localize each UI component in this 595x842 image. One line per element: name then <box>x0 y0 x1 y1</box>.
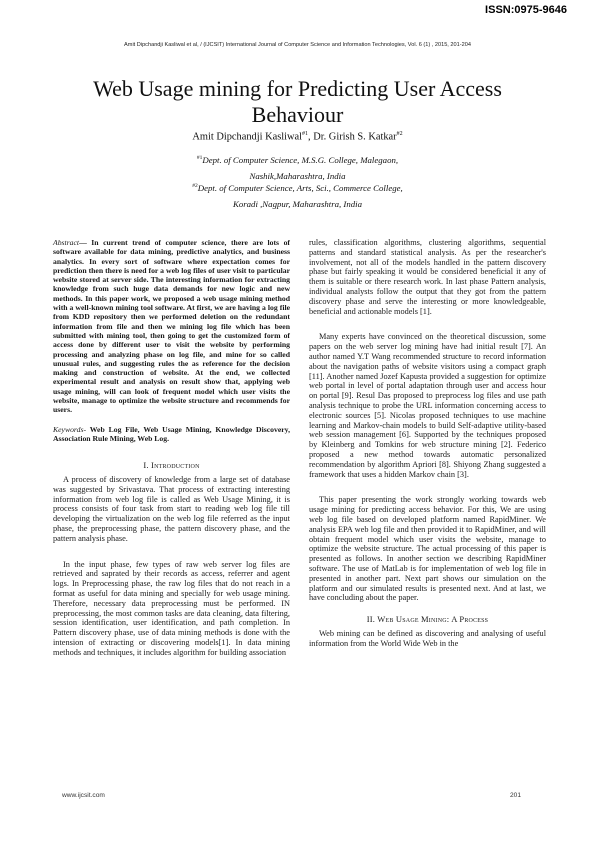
keywords-text: Web Log File, Web Usage Mining, Knowledge Discovery, Association Rule Mining, Web Log. <box>53 424 290 443</box>
author-2-mark: #2 <box>396 131 403 137</box>
affiliation-1-line-1: Dept. of Computer Science, M.S.G. College, Malegaon, <box>202 154 399 165</box>
author-1-mark: #1 <box>302 131 309 137</box>
intro-paragraph-3: rules, classification algorithms, clustering algorithms, sequential patterns and standard statistical analysis. As per the researcher's involvement, not all of the models handled in the pattern discovery phase but fairly speaking it would be considered beneficial it any of them is suitable or there research work. In last phase Pattern analysis, individual analysts follow the output that they got from the pattern discovery phase and serve the interesting or more knowledgeable, beneficial and actionable models [1]. <box>309 238 546 316</box>
section-heading-web-usage-mining: II. Web Usage Mining: A Process <box>366 614 489 625</box>
footer-page-number: 201 <box>510 792 522 799</box>
affiliation-2-line-2: Koradi ,Nagpur, Maharashtra, India <box>232 198 363 209</box>
author-2-name: , Dr. Girish S. Katkar <box>308 131 397 143</box>
affiliation-1 <box>40 153 555 182</box>
intro-paragraph-4: Many experts have convinced on the theoretical discussion, some papers on the web server log mining have had initial result [7]. An author named Y.T Wang recommended structure to record information about the navigation paths of website visitors using a compact graph [11]. Another named Jozef Kapusta provided a suggestion for optimize web portal in level of portal adaptation through user and access hour on portal [9]. Resul Das proposed to preprocess log files and use path analysis technique to probe the URL information concerning access to electronic sources [5]. Nicolas proposed techniques to use machine learning and Markov-chain models to build Self-adaptive utility-based web session management [6]. Supported by the techniques proposed by Kleinberg and Tomkins for web structure mining [2]. Federico proposed a new method towards automatic personalized recommendation by algorithm Apriori [8]. Shiyong Zhang suggested a framework that uses a hidden Markov chain [3]. <box>309 332 546 479</box>
intro-paragraph-2: In the input phase, few types of raw web server log files are retrieved and saprated by their records as access, referrer and agent logs. In Preprocessing phase, the raw log files that do not reach in a format as useful for data mining and specially for web usage mining. Therefore, necessary data preprocessing must be performed. IN preprocessing, the most common tasks are data cleaning, data filtering, session identification, user identification, and path completion. In Pattern discovery phase, use of data mining methods is done with the intension of extracting or discovering models[1]. In data mining methods and techniques, it includes algorithm for building association <box>53 559 290 657</box>
issn-label: ISSN:0975-9646 <box>485 4 567 16</box>
affiliation-2-line-1: Dept. of Computer Science, Arts, Sci., Commerce College, <box>197 182 403 193</box>
section2-paragraph-1: Web mining can be defined as discovering and analysing of useful information from the World Wide Web in the <box>309 628 546 648</box>
keywords <box>53 425 290 444</box>
paper-title <box>40 76 555 128</box>
intro-paragraph-5: This paper presenting the work strongly working towards web usage mining for predicting access behavior. For this, We are using web log file based on developed platform named RapidMiner. We analysis EPA web log file and then provided it to RapidMiner, and will obtain frequent model which user visits the website, manage to optimize the website structure. The actual processing of this paper is presented as follows. In another section we describing RapidMiner software. The use of MatLab is for implementation of web log file in presented in another part. Next part shows our simulation on the platform and our simulated results is presented next. And at last, we have concluding about the paper. <box>309 495 546 603</box>
author-list <box>40 131 555 142</box>
author-1-name: Amit Dipchandji Kasliwal <box>192 131 303 143</box>
abstract-text: — In current trend of computer science, there are lots of software available for data mining, predictive analytics, and business analytics. In every sort of software where expectation comes for prediction then there is need for a web log files of user visit to particular website stored at server side. The interesting information for extracting knowledge from such huge data demands for new logic and new methods. In this paper work, we proposed a web usage mining method with a well-known mining tool software. At first, we are having a log file from KDD repository then we performed deletion on the redundant information from file and then we mining log file which has been submitted with mining tool, then going to get the customized form of access done by different user to visit the website by performing processing and analyzing phase on log file, and mine for so called unusual rules, and suggesting rules the as reference for the decision making and construction of website. At the end, we collected experimental result and analysis on result show that, applying web usage mining, will can look of frequent model which user visits the website, manage to optimize the website structure and recommends for users. <box>53 238 290 415</box>
right-column <box>309 238 546 648</box>
running-head: Amit Dipchandji Kasliwal et al, / (IJCSIT) International Journal of Computer Science and Information Technologies, Vol. 6 (1) , 2015, 201-204 <box>124 42 471 48</box>
intro-paragraph-1: A process of discovery of knowledge from a large set of database was suggested by Srivastava. That process of extracting interesting information from web log file is called as Web Usage Mining, it is process consists of four task from start to reading web log file till developing the virtualization on the web log file referred as the input phase, the preprocessing phase, the pattern discovery phase, and the pattern analysis phase. <box>53 475 290 543</box>
abstract-label: Abstract <box>53 238 80 247</box>
footer-url: www.ijcsit.com <box>62 792 105 799</box>
abstract <box>53 238 290 415</box>
affiliation-2-mark: #2 <box>192 183 198 189</box>
affiliation-1-mark: #1 <box>196 155 203 161</box>
keywords-label: Keywords- <box>53 424 87 434</box>
left-column <box>53 238 290 658</box>
title-line-2: Behaviour <box>251 102 344 127</box>
affiliation-2 <box>40 181 555 210</box>
section-heading-introduction: I. Introduction <box>143 460 200 471</box>
title-line-1: Web Usage mining for Predicting User Access <box>93 76 502 101</box>
affiliation-1-line-2: Nashik,Maharashtra, India <box>249 170 346 181</box>
